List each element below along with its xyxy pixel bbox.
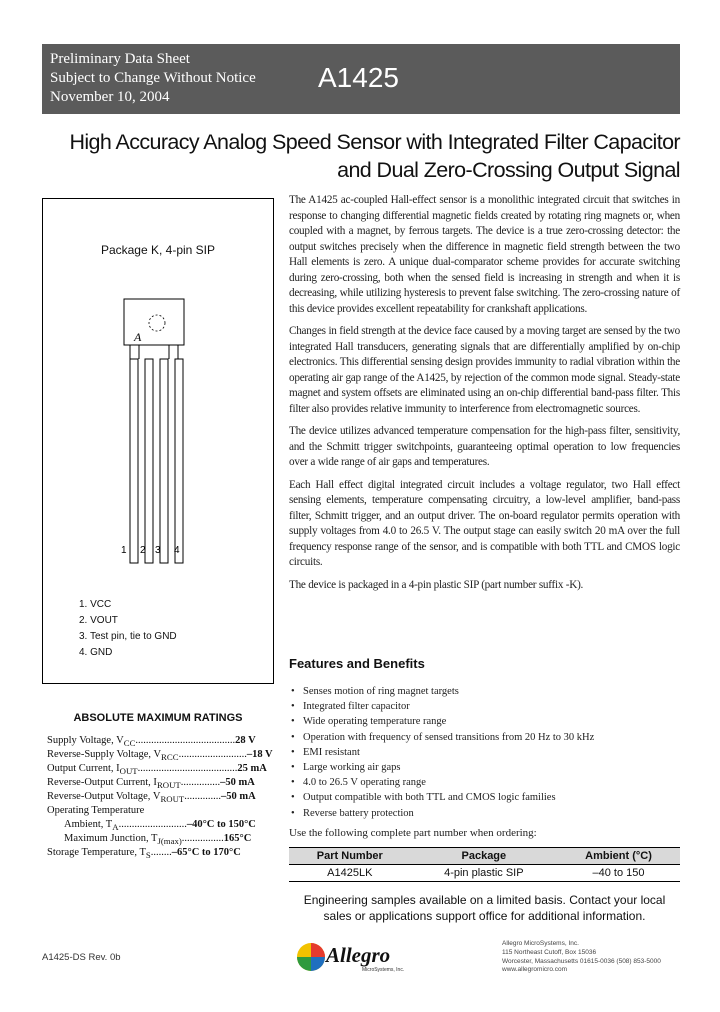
rating-label: Storage Temperature, T (47, 847, 146, 858)
rating-reverse-output-current: Reverse-Output Current, $I_{ROUT}...............-50$ mA (47, 777, 255, 791)
pin-list-item: 4. GND (79, 647, 113, 658)
pin-list (79, 597, 177, 661)
pin-number-4: 4 (174, 545, 180, 556)
address-line: Allegro MicroSystems, Inc. (502, 940, 579, 947)
rating-value: –50 mA (221, 791, 256, 802)
rating-label: Output Current, I (47, 763, 120, 774)
description-paragraph-3: The device utilizes advanced temperature compensation for the high-pass filter, sensitivity, and the Schmitt trigger switchpoints, guaranteeing optimal operation to low frequencies over a wide range of air gaps and temperatures. (289, 425, 680, 468)
feature-item: • Reverse battery protection (289, 806, 594, 821)
logo-subtitle: MicroSystems, Inc. (362, 967, 405, 973)
rating-operating-temp: Operating Temperature (47, 805, 145, 816)
pin-list-item: 2. VOUT (79, 615, 118, 626)
package-marking: A (134, 330, 142, 344)
pin-number-3: 3 (155, 545, 161, 556)
logo-segment-red (311, 943, 325, 957)
rating-output-current: Output Current, $I_{OUT}......................................25$ mA (47, 763, 267, 777)
rating-storage-temp: Storage Temperature, $T_S........-65^\circ C$ to 170°C (47, 847, 241, 861)
allegro-logo (296, 941, 436, 973)
feature-item: • Large working air gaps (289, 760, 594, 775)
header-banner (42, 44, 680, 114)
rating-value: 165°C (223, 833, 252, 844)
title-line-2: and Dual Zero-Crossing Output Signal (337, 158, 680, 182)
features-heading: Features and Benefits (289, 656, 425, 671)
rating-value: –18 V (246, 749, 273, 760)
feature-item: • Senses motion of ring magnet targets (289, 684, 594, 699)
rating-supply-voltage: Supply Voltage, $V_{CC}......................................28$ V (47, 735, 256, 749)
pin-list-item: 1. VCC (79, 599, 112, 610)
rating-label: Ambient, T (64, 819, 113, 830)
logo-wordmark: Allegro (326, 943, 391, 967)
rating-max-junction: Maximum Junction, $T_{J(max)}................165^\circ C$ (64, 833, 252, 847)
rating-reverse-output-voltage: Reverse-Output Voltage, $V_{ROUT}..............-50$ mA (47, 791, 256, 805)
rating-label: Supply Voltage, V (47, 735, 124, 746)
pin-number-2: 2 (140, 545, 146, 556)
document-revision: A1425-DS Rev. 0b (42, 952, 121, 963)
rating-sub: S (145, 850, 151, 861)
cell-ambient: –40 to 150 (557, 865, 680, 882)
pin-2-lead (145, 359, 153, 563)
pin-1-lead (130, 359, 138, 563)
header-ambient: Ambient (°C) (557, 848, 680, 865)
header-date-line: November 10, 2004 (50, 89, 170, 105)
rating-value: 28 V (235, 735, 256, 746)
engineering-samples-note: Engineering samples available on a limited basis. Contact your local sales or applications support office for additional information. (303, 893, 666, 923)
address-line: www.allegromicro.com (502, 966, 568, 974)
address-line: 115 Northeast Cutoff, Box 15036 (502, 948, 597, 956)
rating-reverse-supply: Reverse-Supply Voltage, $V_{RCC}..........................-18$ V (47, 749, 273, 763)
title-line-1: High Accuracy Analog Speed Sensor with Integrated Filter Capacitor (69, 130, 680, 154)
ordering-table (289, 847, 680, 882)
feature-item: • Integrated filter capacitor (289, 699, 594, 714)
feature-item: • Operation with frequency of sensed transitions from 20 Hz to 30 kHz (289, 730, 594, 745)
pin-3-lead (160, 359, 168, 563)
package-box (42, 198, 274, 684)
logo-segment-green (297, 957, 311, 971)
rating-sub: J(max) (157, 836, 182, 847)
rating-label: Reverse-Supply Voltage, V (47, 749, 162, 760)
part-number: A1425 (318, 62, 399, 93)
rating-sub: RCC (161, 752, 179, 763)
header-notice-line: Subject to Change Without Notice (50, 70, 256, 86)
feature-item: • EMI resistant (289, 745, 594, 760)
rating-value: –65°C to 170°C (171, 847, 241, 858)
cell-part-number: A1425LK (289, 865, 411, 882)
features-list (289, 684, 594, 821)
description-paragraph-5: The device is packaged in a 4-pin plastic SIP (part number suffix -K). (289, 578, 584, 591)
description-paragraph-2: Changes in field strength at the device face caused by a moving target are sensed by the two integrated Hall transducers, generating signals that are differentially amplified by on-chip electronics. This differential sensing design provides immunity to radial vibration within the operating air gap range of the A1425, by rejection of the common mode signal. Steady-state magnet and system offsets are eliminated using an on-chip differential band-pass filter. This filter also provides relative immunity to interference from electromagnetic sources. (289, 325, 680, 415)
rating-label: Reverse-Output Voltage, V (47, 791, 161, 802)
company-address (502, 940, 661, 975)
rating-value: –50 mA (220, 777, 255, 788)
rating-sub: CC (123, 738, 136, 749)
feature-item: • Output compatible with both TTL and CMOS logic families (289, 790, 594, 805)
ratings-title: ABSOLUTE MAXIMUM RATINGS (73, 712, 243, 724)
pin-4-lead (175, 359, 183, 563)
rating-value: 25 mA (237, 763, 267, 774)
rating-label: Reverse-Output Current, I (47, 777, 157, 788)
document-title (20, 128, 680, 184)
rating-sub: OUT (119, 766, 138, 777)
pin-number-1: 1 (121, 545, 127, 556)
rating-value: –40°C to 150°C (186, 819, 256, 830)
feature-item: • 4.0 to 26.5 V operating range (289, 775, 594, 790)
rating-ambient: Ambient, $T_A..........................-40^\circ C$ to 150°C (64, 819, 256, 833)
table-row (289, 865, 680, 882)
description-paragraph-4: Each Hall effect digital integrated circuit includes a voltage regulator, two Hall effect sensing elements, temperature compensating circuitry, a low-level amplifier, band-pass filter, Schmitt trigger, and an output driver. The on-board regulator permits operation with supply voltages from 4.0 to 26.5 V. The output stage can easily switch 20 mA over the full frequency response range of the sensor, and is compatible with both TTL and CMOS logic circuits. (289, 478, 680, 568)
feature-item: • Wide operating temperature range (289, 714, 594, 729)
rating-sub: ROUT (160, 794, 185, 805)
ordering-intro: Use the following complete part number when ordering: (289, 827, 537, 839)
header-part-number: Part Number (289, 848, 411, 865)
header-status-line: Preliminary Data Sheet (50, 51, 190, 67)
address-line: Worcester, Massachusetts 01615-0036 (508) 853-5000 (502, 957, 661, 965)
header-package: Package (411, 848, 557, 865)
rating-sub: A (112, 822, 119, 833)
ordering-header-row (289, 848, 680, 865)
description-paragraph-1: The A1425 ac-coupled Hall-effect sensor is a monolithic integrated circuit that switches in response to changing differential magnetic fields created by rotating ring magnets or, when coupled with a magnet, by ferrous targets. The device is a true zero-crossing detector: the output switches precisely when the difference in magnetic field strength between the two Hall elements is zero. A unique dual-comparator scheme provides for accurate switching during zero-crossing, both when the sensed field is increasing in strength and when it is decreasing, while utilizing hysteresis to prevent false switching. The zero-crossing nature of this device provides excellent repeatability for crankshaft applications. (289, 194, 680, 315)
rating-label: Maximum Junction, T (64, 833, 158, 844)
logo-segment-blue (311, 957, 325, 971)
rating-sub: ROUT (156, 780, 181, 791)
package-body (124, 299, 184, 345)
cell-package: 4-pin plastic SIP (411, 865, 557, 882)
package-title: Package K, 4-pin SIP (100, 243, 216, 257)
description-body (289, 193, 680, 600)
pin-list-item: 3. Test pin, tie to GND (79, 631, 177, 642)
